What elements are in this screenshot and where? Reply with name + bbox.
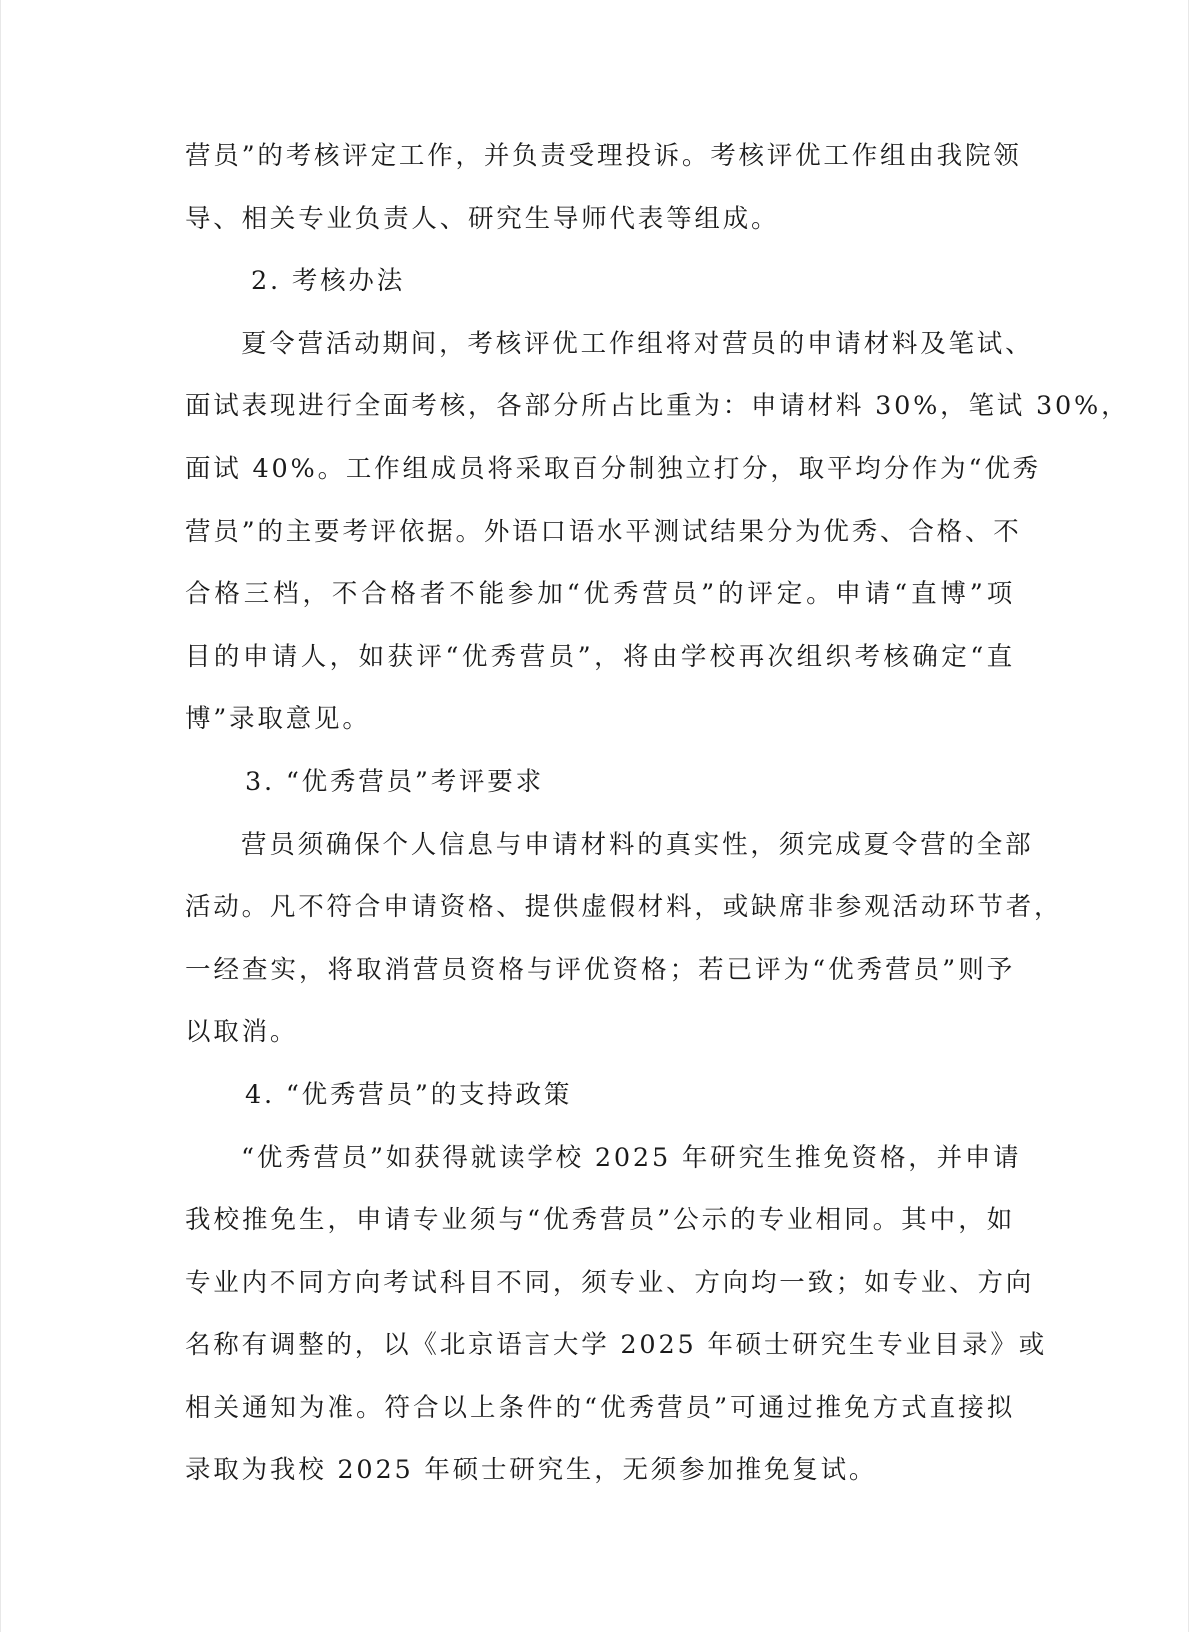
section-heading-evaluation-requirements: 3. “优秀营员”考评要求	[245, 766, 544, 797]
paragraph-line: 一经查实，将取消营员资格与评优资格；若已评为“优秀营员”则予	[185, 954, 1015, 985]
paragraph-line: 活动。凡不符合申请资格、提供虚假材料，或缺席非参观活动环节者，	[185, 892, 1063, 923]
paragraph-line: 营员”的主要考评依据。外语口语水平测试结果分为优秀、合格、不	[185, 516, 1022, 547]
paragraph-line: 博”录取意见。	[185, 704, 371, 735]
paragraph-line: 相关通知为准。符合以上条件的“优秀营员”可通过推免方式直接拟	[185, 1392, 1015, 1423]
paragraph-line: 营员须确保个人信息与申请材料的真实性，须完成夏令营的全部	[241, 829, 1034, 860]
section-heading-support-policy: 4. “优秀营员”的支持政策	[245, 1079, 573, 1110]
paragraph-line: 面试 40%。工作组成员将采取百分制独立打分，取平均分作为“优秀	[185, 453, 1041, 484]
paragraph-line: 面试表现进行全面考核，各部分所占比重为：申请材料 30%，笔试 30%，	[185, 391, 1130, 422]
paragraph-line: 名称有调整的，以《北京语言大学 2025 年硕士研究生专业目录》或	[185, 1330, 1048, 1361]
section-heading-assessment-method: 2. 考核办法	[251, 266, 406, 297]
paragraph-line: 目的申请人，如获评“优秀营员”，将由学校再次组织考核确定“直	[185, 641, 1015, 672]
paragraph-line: 营员”的考核评定工作，并负责受理投诉。考核评优工作组由我院领	[185, 141, 1022, 171]
paragraph-line: 录取为我校 2025 年硕士研究生，无须参加推免复试。	[185, 1455, 878, 1486]
paragraph-line: 夏令营活动期间，考核评优工作组将对营员的申请材料及笔试、	[241, 328, 1034, 359]
paragraph-line: 导、相关专业负责人、研究生导师代表等组成。	[185, 203, 780, 234]
paragraph-line: 以取消。	[185, 1017, 299, 1048]
paragraph-line: “优秀营员”如获得就读学校 2025 年研究生推免资格，并申请	[241, 1142, 1022, 1173]
paragraph-line: 专业内不同方向考试科目不同，须专业、方向均一致；如专业、方向	[185, 1267, 1035, 1298]
paragraph-line: 合格三档，不合格者不能参加“优秀营员”的评定。申请“直博”项	[185, 579, 1015, 610]
paragraph-line: 我校推免生，申请专业须与“优秀营员”公示的专业相同。其中，如	[185, 1205, 1015, 1236]
document-body	[185, 125, 1130, 1502]
